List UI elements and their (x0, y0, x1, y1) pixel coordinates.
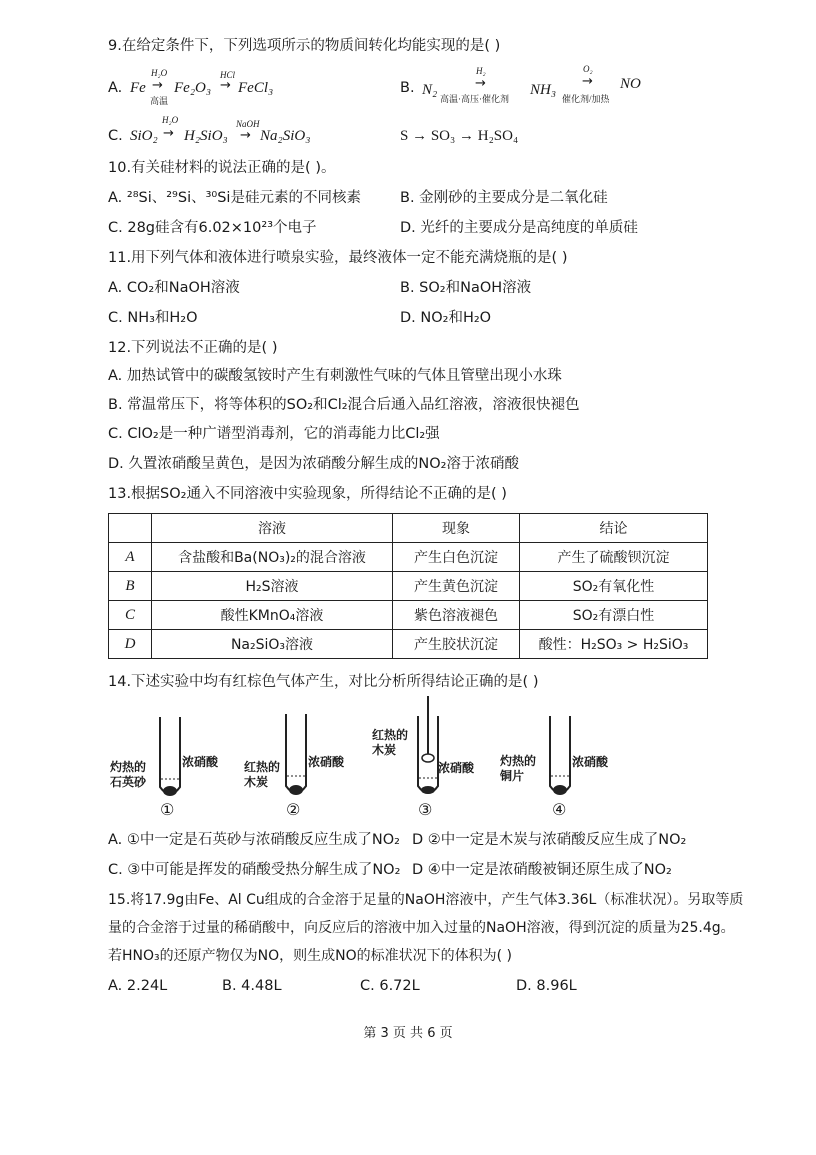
table-header-row (109, 514, 708, 543)
q15-stem-line2: 量的合金溶于过量的稀硝酸中，向反应后的溶液中加入过量的NaOH溶液，得到沉淀的质量为25.4g。 (108, 920, 735, 936)
q9-c-f2: H₂SiO₃ (184, 128, 228, 144)
q9-a-cond1: H₂O (151, 68, 168, 78)
q9-b-cond1a: H₂ (476, 66, 486, 76)
q12-option-b: B. 常温常压下，将等体积的SO₂和Cl₂混合后通入品红溶液，溶液很快褪色 (108, 397, 580, 413)
q15-option-b: B. 4.48L (222, 978, 282, 994)
table-cell: SO₂有氧化性 (520, 572, 708, 601)
q9-a-f2: Fe₂O₃ (174, 80, 212, 96)
q15-option-c: C. 6.72L (360, 978, 420, 994)
table-cell: 产生白色沉淀 (393, 543, 520, 572)
tube-right-label: 浓硝酸 (572, 755, 609, 769)
q11-option-b: B. SO₂和NaOH溶液 (400, 280, 532, 296)
table-cell: 酸性KMnO₄溶液 (152, 601, 393, 630)
q12-option-d: D. 久置浓硝酸呈黄色，是因为浓硝酸分解生成的NO₂溶于浓硝酸 (108, 456, 519, 472)
table-header-cell (109, 514, 152, 543)
q9-b-cond1b: 高温·高压·催化剂 (440, 94, 509, 104)
table-cell: C (109, 601, 152, 630)
q9-b-f1: N₂ (422, 82, 438, 98)
q14-option-a: A. ①中一定是石英砂与浓硝酸反应生成了NO₂ (108, 832, 400, 848)
table-cell: 含盐酸和Ba(NO₃)₂的混合溶液 (152, 543, 393, 572)
q14-option-b: D ②中一定是木炭与浓硝酸反应生成了NO₂ (412, 832, 687, 848)
tube-number: ② (286, 800, 301, 819)
q11-option-c: C. NH₃和H₂O (108, 310, 198, 326)
q9-a-cond2: HCl (220, 70, 236, 80)
table-row (109, 601, 708, 630)
q11-option-a: A. CO₂和NaOH溶液 (108, 280, 240, 296)
q15-option-d: D. 8.96L (516, 978, 577, 994)
table-row (109, 572, 708, 601)
tube-left-label: 灼热的 石英砂 (110, 760, 147, 789)
q12-option-c: C. ClO₂是一种广谱型消毒剂，它的消毒能力比Cl₂强 (108, 426, 440, 442)
q11-stem: 11.用下列气体和液体进行喷泉实验，最终液体一定不能充满烧瓶的是( ) (108, 250, 568, 266)
q9-c-f1: SiO₂ (130, 128, 158, 144)
q13-table (108, 513, 708, 659)
q9-stem: 9.在给定条件下，下列选项所示的物质间转化均能实现的是( ) (108, 38, 501, 54)
tube-right-label: 浓硝酸 (182, 755, 219, 769)
table-cell: H₂S溶液 (152, 572, 393, 601)
q9-b-cond2a: O₂ (583, 64, 593, 74)
table-cell: Na₂SiO₃溶液 (152, 630, 393, 659)
table-cell: 产生胶状沉淀 (393, 630, 520, 659)
table-header-cell: 现象 (393, 514, 520, 543)
arrow-icon: → (163, 126, 174, 141)
q12-stem: 12.下列说法不正确的是( ) (108, 340, 278, 356)
tube-number: ③ (418, 800, 433, 819)
table-header-cell: 结论 (520, 514, 708, 543)
q9-c-cond1: H₂O (162, 115, 179, 125)
arrow-icon: → (220, 78, 231, 93)
tube-right-label: 浓硝酸 (438, 761, 475, 775)
tube-number: ④ (552, 800, 567, 819)
table-cell: D (109, 630, 152, 659)
q15-stem-line1: 15.将17.9g由Fe、Al Cu组成的合金溶于足量的NaOH溶液中，产生气体3.36L（标准状况）。另取等质 (108, 892, 744, 908)
q9-option-d: S → SO₃ → H₂SO₄ (400, 128, 519, 144)
q15-stem-line3: 若HNO₃的还原产物仅为NO，则生成NO的标准状况下的体积为( ) (108, 948, 512, 964)
table-cell: A (109, 543, 152, 572)
table-header-cell: 溶液 (152, 514, 393, 543)
q9-c-label: C. (108, 128, 123, 144)
table-row (109, 630, 708, 659)
q9-a-label: A. (108, 80, 123, 96)
q15-option-a: A. 2.24L (108, 978, 168, 994)
q9-b-f2: NH₃ (530, 82, 557, 98)
table-cell: 紫色溶液褪色 (393, 601, 520, 630)
q14-stem: 14.下述实验中均有红棕色气体产生，对比分析所得结论正确的是( ) (108, 674, 539, 690)
arrow-icon: → (240, 128, 251, 143)
q9-b-cond2b: 催化剂/加热 (562, 94, 610, 104)
arrow-icon: → (582, 74, 593, 89)
table-cell: 产生了硫酸钡沉淀 (520, 543, 708, 572)
tube-left-label: 灼热的 铜片 (500, 754, 537, 783)
q10-option-a: A. ²⁸Si、²⁹Si、³⁰Si是硅元素的不同核素 (108, 190, 361, 206)
q14-option-c: C. ③中可能是挥发的硝酸受热分解生成了NO₂ (108, 862, 401, 878)
q9-c-cond2: NaOH (236, 119, 260, 129)
q14-option-d: D ④中一定是浓硝酸被铜还原生成了NO₂ (412, 862, 672, 878)
q9-c-f3: Na₂SiO₃ (260, 128, 311, 144)
tube-left-label: 红热的 木炭 (372, 728, 409, 757)
q13-stem: 13.根据SO₂通入不同溶液中实验现象，所得结论不正确的是( ) (108, 486, 507, 502)
q9-a-f1: Fe (130, 80, 146, 96)
tube-left-label: 红热的 木炭 (244, 760, 281, 789)
q10-stem: 10.有关硅材料的说法正确的是( )。 (108, 160, 336, 176)
q9-a-cond1b: 高温 (150, 96, 169, 106)
q9-a-f3: FeCl₃ (238, 80, 274, 96)
test-tube-icon (406, 696, 450, 804)
q12-option-a: A. 加热试管中的碳酸氢铵时产生有刺激性气味的气体且管壁出现小水珠 (108, 368, 562, 384)
tube-right-label: 浓硝酸 (308, 755, 345, 769)
table-cell: B (109, 572, 152, 601)
page-number: 第 3 页 共 6 页 (363, 1026, 453, 1041)
table-cell: SO₂有漂白性 (520, 601, 708, 630)
table-row (109, 543, 708, 572)
q10-option-b: B. 金刚砂的主要成分是二氧化硅 (400, 190, 608, 206)
q10-option-d: D. 光纤的主要成分是高纯度的单质硅 (400, 220, 638, 236)
table-cell: 酸性：H₂SO₃ > H₂SiO₃ (520, 630, 708, 659)
table-cell: 产生黄色沉淀 (393, 572, 520, 601)
tube-number: ① (160, 800, 175, 819)
q11-option-d: D. NO₂和H₂O (400, 310, 492, 326)
arrow-icon: → (475, 76, 486, 91)
q9-b-f3: NO (620, 76, 641, 92)
q10-option-c: C. 28g硅含有6.02×10²³个电子 (108, 220, 317, 236)
arrow-icon: → (152, 78, 163, 93)
q9-b-label: B. (400, 80, 415, 96)
